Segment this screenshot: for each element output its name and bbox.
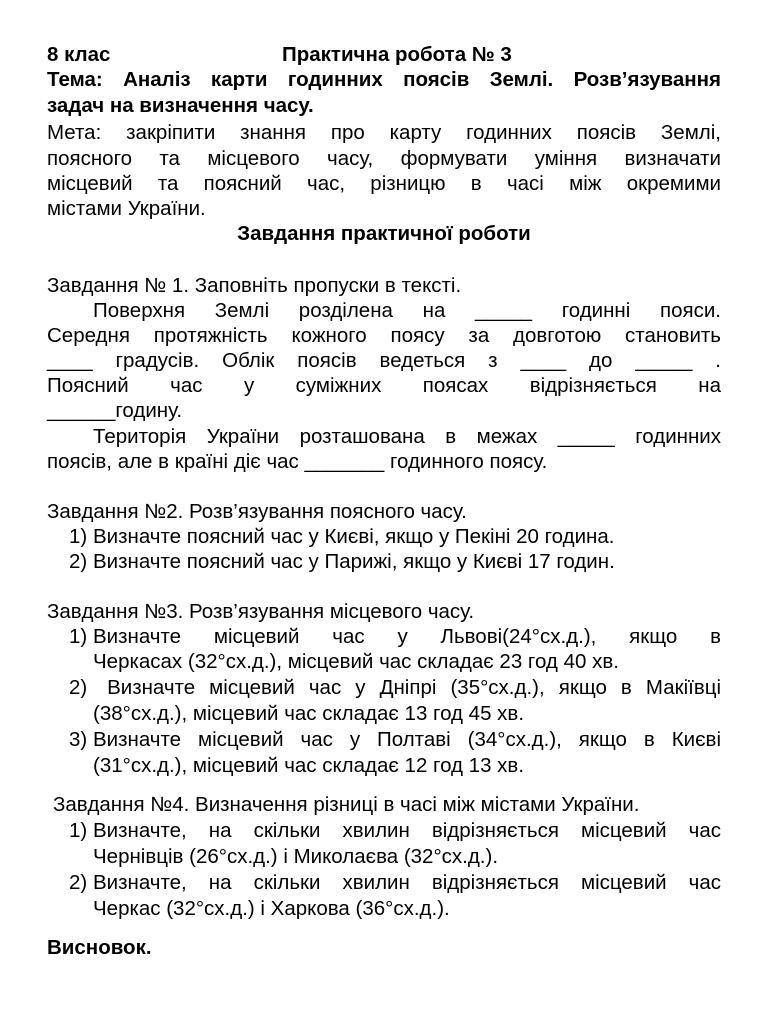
item-text-line-1: Визначте місцевий час у Львові(24°сх.д.), якщо в (93, 625, 721, 648)
goal-line-3: місцевий та поясний час, різницю в часі між окремими (47, 172, 721, 195)
item-number: 3) (69, 728, 88, 751)
item-text-line-2: (31°сх.д.), місцевий час складає 12 год 13 хв. (93, 754, 525, 777)
list-item (69, 624, 721, 676)
list-item (69, 549, 721, 575)
task1-heading: Завдання № 1. Заповніть пропуски в тексті. (47, 274, 462, 297)
topic-line-1: Тема: Аналіз карти годинних поясів Землі. Розв’язування (47, 68, 721, 91)
task1-text-line: поясів, але в країні діє час _______ годинного поясу. (47, 450, 548, 473)
item-text-line-1: Визначте, на скільки хвилин відрізняється місцевий час (93, 871, 721, 894)
item-text: Визначте поясний час у Парижі, якщо у Києві 17 годин. (93, 550, 615, 573)
worksheet-title: Практична робота № 3 (282, 43, 512, 66)
task1-text-line: ____ градусів. Облік поясів ведеться з ____ до _____ . (47, 349, 721, 372)
list-item (69, 675, 721, 727)
item-text-line-2: (38°сх.д.), місцевий час складає 13 год 45 хв. (93, 702, 525, 725)
task1-text-line: ______годину. (47, 399, 183, 422)
grade-label: 8 клас (47, 43, 111, 66)
task4-heading: Завдання №4. Визначення різниці в часі між містами України. (53, 793, 640, 816)
item-text-line-1: Визначте місцевий час у Дніпрі (35°сх.д.), якщо в Макіївці (93, 676, 721, 699)
item-text-line-2: Черкас (32°сх.д.) і Харкова (36°сх.д.). (93, 897, 450, 920)
list-item (69, 870, 721, 922)
header (47, 42, 721, 68)
item-text: Визначте поясний час у Києві, якщо у Пекіні 20 година. (93, 525, 615, 548)
item-text-line-2: Чернівців (26°сх.д.) і Миколаєва (32°сх.д.). (93, 845, 499, 868)
item-text-line-2: Черкасах (32°сх.д.), місцевий час складає 23 год 40 хв. (93, 650, 619, 673)
goal-line-1: Мета: закріпити знання про карту годинних поясів Землі, (47, 121, 721, 144)
list-item (69, 524, 721, 550)
task1-text-line: Середня протяжність кожного поясу за довготою становить (47, 324, 721, 347)
list-item (69, 818, 721, 870)
conclusion-label: Висновок. (47, 936, 152, 959)
item-text-line-1: Визначте місцевий час у Полтаві (34°сх.д.), якщо в Києві (93, 728, 721, 751)
task2-heading: Завдання №2. Розв’язування поясного часу. (47, 500, 467, 523)
item-number: 2) (69, 550, 88, 573)
item-text-line-1: Визначте, на скільки хвилин відрізняється місцевий час (93, 819, 721, 842)
task1-text-line: Поясний час у суміжних поясах відрізняється на (47, 374, 721, 397)
task3-heading: Завдання №3. Розв’язування місцевого часу. (47, 600, 475, 623)
item-number: 1) (69, 525, 88, 548)
item-number: 1) (69, 819, 88, 842)
item-number: 1) (69, 625, 88, 648)
tasks-heading: Завдання практичної роботи (237, 222, 531, 245)
goal-line-4: містами України. (47, 197, 206, 220)
task1-text-line: Територія України розташована в межах _____ годинних (93, 425, 721, 448)
item-number: 2) (69, 871, 88, 894)
list-item (69, 727, 721, 779)
item-number: 2) (69, 676, 88, 699)
task1-text-line: Поверхня Землі розділена на _____ годинні пояси. (93, 299, 721, 322)
topic-line-2: задач на визначення часу. (47, 94, 314, 117)
goal-line-2: поясного та місцевого часу, формувати уміння визначати (47, 147, 721, 170)
